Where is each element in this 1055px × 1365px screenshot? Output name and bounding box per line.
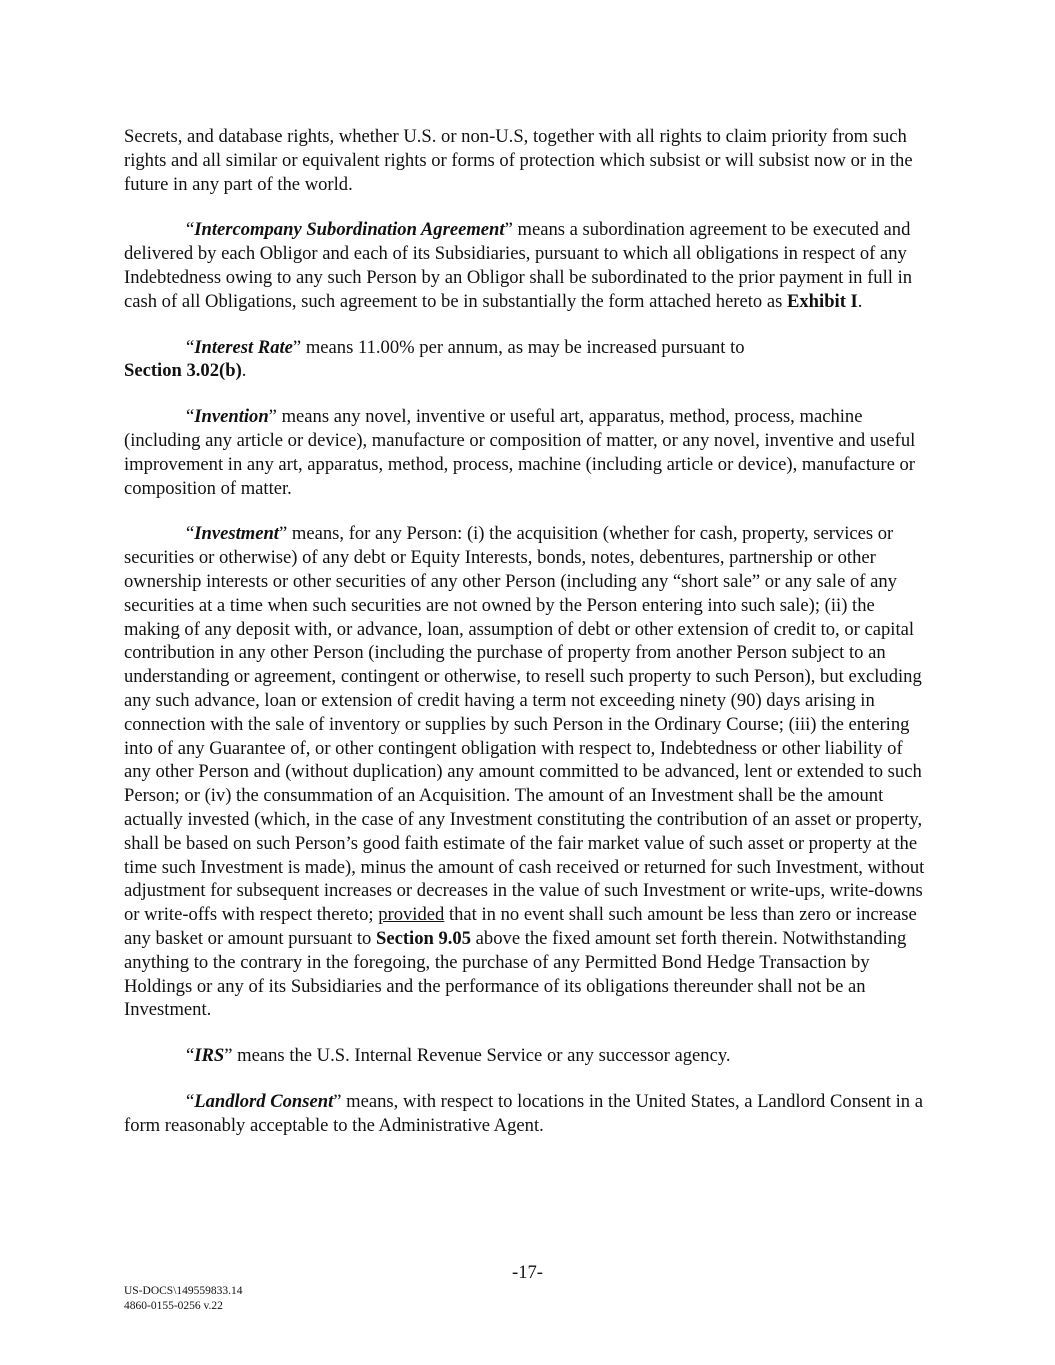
definition-text: means a subordination agreement to be executed and delivered by each Obligor and each of its Subsidiaries, pursuant to which all obligations in respect of any Indebtedness owing to any such Person by an Obligor shall be subordinated to the prior payment in full in cash of all Obligations, such agreement to be in substantially the form attached hereto as [124,219,913,312]
definition-text: means, for any Person: (i) the acquisition (whether for cash, property, services or securities or otherwise) of any debt or Equity Interests, bonds, notes, debentures, partnership or other ownership interests or other securities of any other Person (including any “short sale” or any sale of any securities at a time when such securities are not owned by the Person entering into such sale); (ii) the making of any deposit with, or advance, loan, assumption of debt or other extension of credit to, or capital contribution in any other Person (including the purchase of property from another Person subject to an understanding or agreement, contingent or otherwise, to resell such property to such Person), but excluding any such advance, loan or extension of credit having a term not exceeding ninety (90) days arising in connection with the sale of inventory or supplies by such Person in the Ordinary Course; (iii) the entering into of any Guarantee of, or other contingent obligation with respect to, Indebtedness or other liability of any other Person and (without duplication) any amount committed to be advanced, lent or extended to such Person; or (iv) the consummation of an Acquisition. The amount of an Investment shall be the amount actually invested (which, in the case of any Investment constituting the contribution of an asset or property, shall be based on such Person’s good faith estimate of the fair market value of such asset or property at the time such Investment is made), minus the amount of cash received or returned for such Investment, without adjustment for subsequent increases or decreases in the value of such Investment or write-ups, write-downs or write-offs with respect thereto; [124,523,925,926]
open-quote: “ [186,523,195,545]
open-quote: “ [186,1090,195,1112]
definition-text: means the U.S. Internal Revenue Service or any successor agency. [232,1045,731,1067]
definition-intercompany-subordination-agreement [124,218,934,313]
open-quote: “ [186,219,195,241]
open-quote: “ [186,406,195,428]
close-quote: ” [224,1045,233,1067]
footer-doc-id: US-DOCS\149559833.14 [124,1285,243,1297]
exhibit-reference: Exhibit I [786,290,858,312]
section-reference: Section 9.05 [376,927,472,949]
page-number: -17- [512,1262,543,1283]
definition-text: means any novel, inventive or useful art, apparatus, method, process, machine (including any article or device), manufacture or composition of matter, or any novel, inventive and useful improvement in any art, apparatus, method, process, machine (including article or device), manufacture or composition of matter. [124,406,916,499]
definition-text-end: above the fixed amount set forth therein. Notwithstanding anything to the contrary in the foregoing, the purchase of any Permitted Bond Hedge Transaction by Holdings or any of its Subsidiaries and the performance of its obligations thereunder shall not be an Investment. [124,927,907,1021]
definition-text-middle: that in no event shall such amount be less than zero or increase any basket or amount pursuant to [124,904,917,949]
document-body [124,125,934,1159]
defined-term: Intercompany Subordination Agreement [194,219,505,241]
provided-underlined: provided [378,904,445,926]
defined-term: Interest Rate [194,336,293,358]
open-quote: “ [186,336,195,358]
definition-text: means, with respect to locations in the United States, a Landlord Consent in a form reasonably acceptable to the Administrative Agent. [124,1090,923,1136]
open-quote: “ [186,1045,195,1067]
close-quote: ” [292,336,302,358]
definition-interest-rate [124,336,934,384]
definition-text: means 11.00% per annum, as may be increased pursuant to [301,336,745,358]
definition-irs [124,1044,934,1068]
close-quote: ” [504,219,513,241]
defined-term: Investment [194,523,279,545]
definition-text-end: . [857,290,863,312]
definition-text-end: . [241,360,247,382]
section-reference: Section 3.02(b) [124,360,242,382]
definition-investment [124,522,934,1022]
defined-term: Landlord Consent [194,1090,334,1112]
close-quote: ” [333,1090,342,1112]
definition-landlord-consent [124,1090,934,1138]
defined-term: Invention [194,406,269,428]
close-quote: ” [278,523,288,545]
definition-invention [124,405,934,500]
document-footer [124,1284,243,1314]
defined-term: IRS [194,1045,225,1067]
close-quote: ” [268,406,277,428]
footer-version: 4860-0155-0256 v.22 [124,1300,223,1312]
paragraph-continuation: Secrets, and database rights, whether U.S. or non-U.S, together with all rights to claim priority from such rights and all similar or equivalent rights or forms of protection which subsist or will subsist now or in the future in any part of the world. [124,126,913,195]
